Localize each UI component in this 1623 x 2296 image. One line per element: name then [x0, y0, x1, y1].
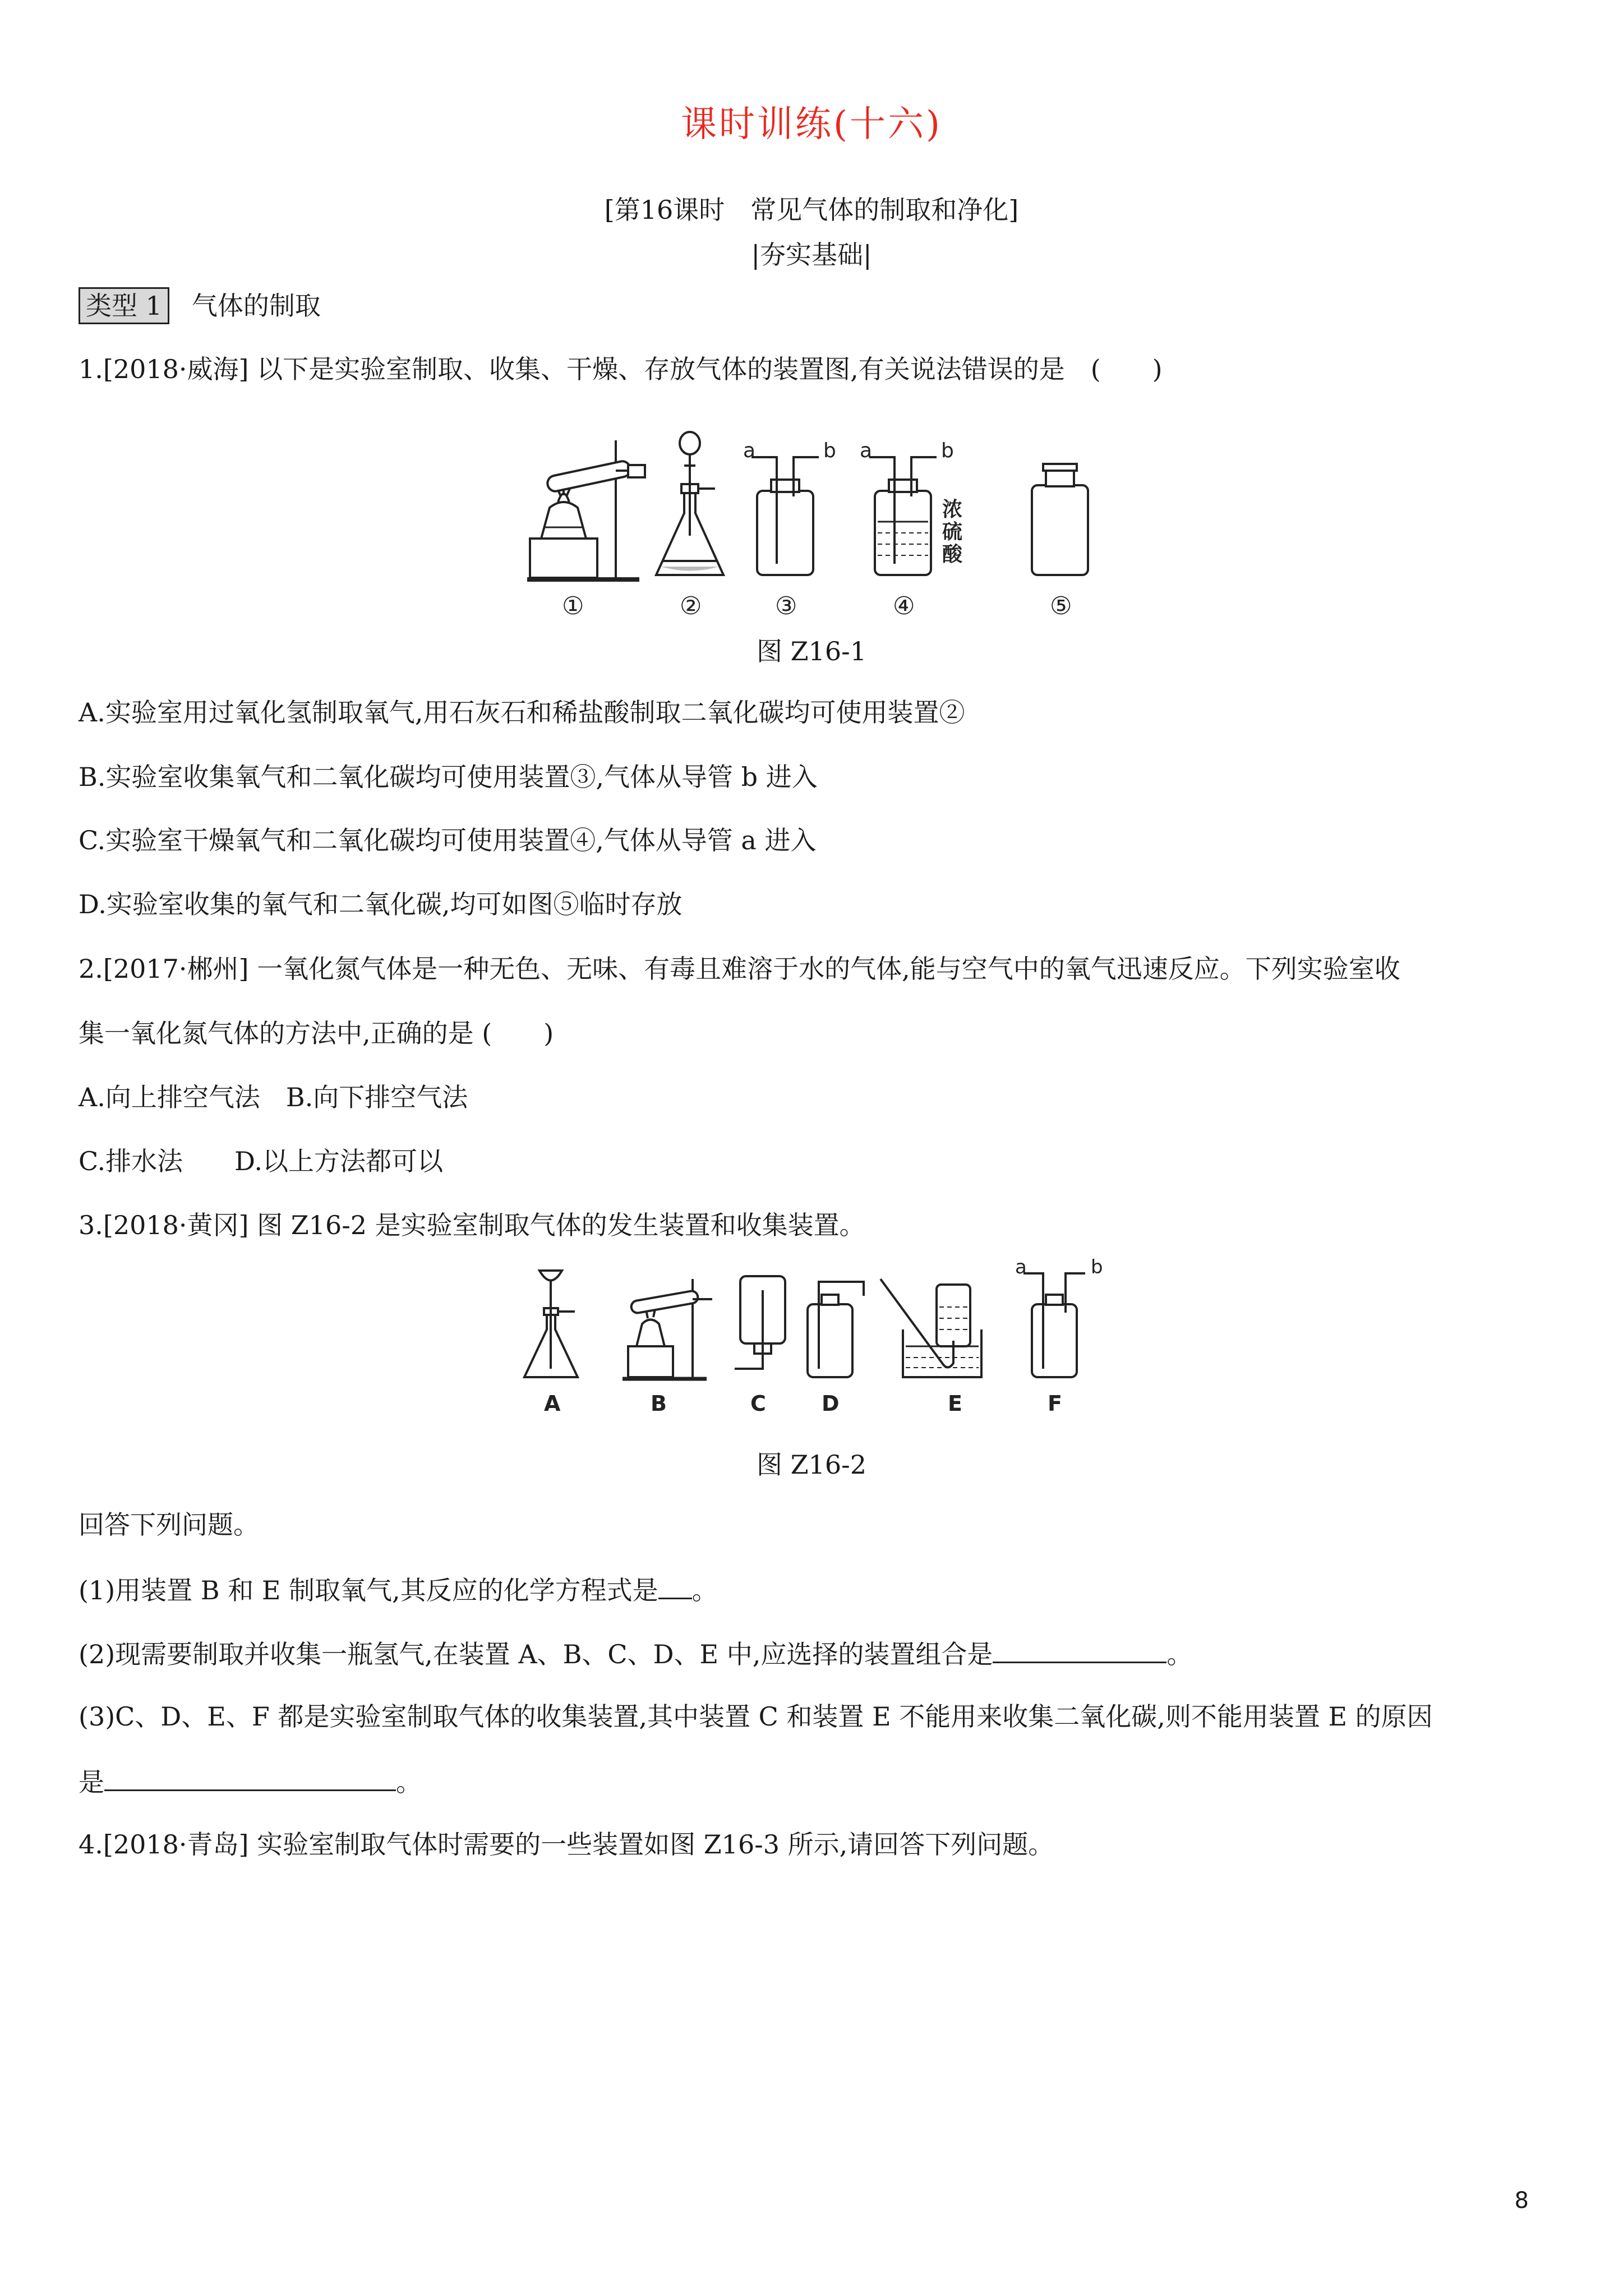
lesson-subtitle: [第16课时 常见气体的制取和净化]	[604, 195, 1019, 225]
fig1-label-b4: b	[941, 439, 954, 462]
label-A: A	[544, 1391, 561, 1416]
apparatus-1-heating-tube	[527, 440, 645, 579]
q3-part-3-line-2	[79, 1764, 422, 1799]
q3-stem: 3.[2018·黄冈] 图 Z16-2 是实验室制取气体的发生装置和收集装置。	[79, 1210, 865, 1240]
apparatus-F	[1023, 1273, 1085, 1377]
q1-option-c: C.实验室干燥氧气和二氧化碳均可使用装置④,气体从导管 a 进入	[79, 825, 817, 855]
fig2-label-b: b	[1091, 1257, 1103, 1278]
acid-label-2: 硫	[942, 521, 963, 544]
fig1-label-b3: b	[823, 439, 836, 462]
label-n3: ③	[775, 592, 797, 620]
label-n5: ⑤	[1050, 592, 1072, 620]
q4-stem: 4.[2018·青岛] 实验室制取气体时需要的一些装置如图 Z16-3 所示,请回答下列问题。	[79, 1829, 1054, 1860]
q3-part-1-end: 。	[691, 1575, 718, 1605]
figure-caption-2: 图 Z16-2	[757, 1450, 866, 1480]
section-heading: |夯实基础|	[751, 240, 872, 270]
q1-option-b: B.实验室收集氧气和二氧化碳均可使用装置③,气体从导管 b 进入	[79, 762, 818, 792]
q3-part-3-line-1: (3)C、D、E、F 都是实验室制取气体的收集装置,其中装置 C 和装置 E 不能用来收集二氧化碳,则不能用装置 E 的原因	[79, 1701, 1433, 1732]
figure-caption-1: 图 Z16-1	[757, 636, 866, 666]
fig2-label-a: a	[1015, 1257, 1027, 1278]
q3-part-1-blank[interactable]	[658, 1572, 692, 1599]
label-C: C	[750, 1391, 766, 1416]
q1-stem: 1.[2018·威海] 以下是实验室制取、收集、干燥、存放气体的装置图,有关说法错误的是 ( )	[79, 354, 1163, 384]
fig1-label-a4: a	[860, 439, 873, 462]
label-n1: ①	[562, 592, 584, 620]
figure-z16-1	[516, 424, 1144, 648]
apparatus-D	[808, 1282, 864, 1377]
acid-label-3: 酸	[942, 543, 963, 566]
apparatus-2-conical-flask	[656, 432, 723, 575]
apparatus-A	[524, 1271, 578, 1377]
q2-options-cd: C.排水法 D.以上方法都可以	[79, 1146, 444, 1176]
figure-z16-2	[516, 1257, 1127, 1425]
fig1-label-a3: a	[743, 439, 756, 462]
q2-line-2: 集一氧化氮气体的方法中,正确的是 ( )	[79, 1018, 554, 1048]
q3-part-2-blank[interactable]	[993, 1636, 1166, 1663]
q2-line-1: 2.[2017·郴州] 一氧化氮气体是一种无色、无味、有毒且难溶于水的气体,能与空气中的氧气迅速反应。下列实验室收	[79, 954, 1400, 984]
apparatus-5-reagent-bottle	[1032, 464, 1088, 575]
page-title: 课时训练(十六)	[681, 104, 942, 145]
q1-option-a: A.实验室用过氧化氢制取氧气,用石灰石和稀盐酸制取二氧化碳均可使用装置②	[79, 697, 965, 728]
apparatus-4-wash-bottle	[869, 457, 937, 575]
acid-label-1: 浓	[942, 498, 963, 521]
q1-option-d: D.实验室收集的氧气和二氧化碳,均可如图⑤临时存放	[79, 889, 683, 919]
q3-prompt: 回答下列问题。	[79, 1510, 259, 1540]
apparatus-E	[880, 1279, 981, 1377]
apparatus-B	[623, 1279, 712, 1379]
q3-part-3-text: 是	[79, 1767, 104, 1797]
q3-part-3-blank[interactable]	[104, 1764, 396, 1791]
label-n4: ④	[893, 592, 915, 620]
type-label: 气体的制取	[191, 291, 321, 321]
apparatus-C	[735, 1276, 785, 1369]
label-n2: ②	[680, 592, 702, 620]
label-B: B	[651, 1391, 667, 1416]
q3-part-1	[79, 1572, 718, 1607]
label-D: D	[822, 1391, 840, 1416]
apparatus-3-gas-bottle	[751, 457, 819, 575]
label-E: E	[948, 1391, 962, 1416]
q3-part-2	[79, 1636, 1192, 1671]
type-heading	[79, 287, 321, 324]
label-F: F	[1048, 1391, 1062, 1416]
q3-part-1-text: (1)用装置 B 和 E 制取氧气,其反应的化学方程式是	[79, 1575, 658, 1605]
type-tag: 类型 1	[79, 287, 169, 324]
page-number: 8	[1514, 2188, 1529, 2214]
q3-part-3-end: 。	[396, 1767, 422, 1797]
q2-options-ab: A.向上排空气法 B.向下排空气法	[79, 1082, 468, 1112]
q3-part-2-end: 。	[1166, 1639, 1193, 1669]
q3-part-2-text: (2)现需要制取并收集一瓶氢气,在装置 A、B、C、D、E 中,应选择的装置组合是	[79, 1639, 993, 1669]
